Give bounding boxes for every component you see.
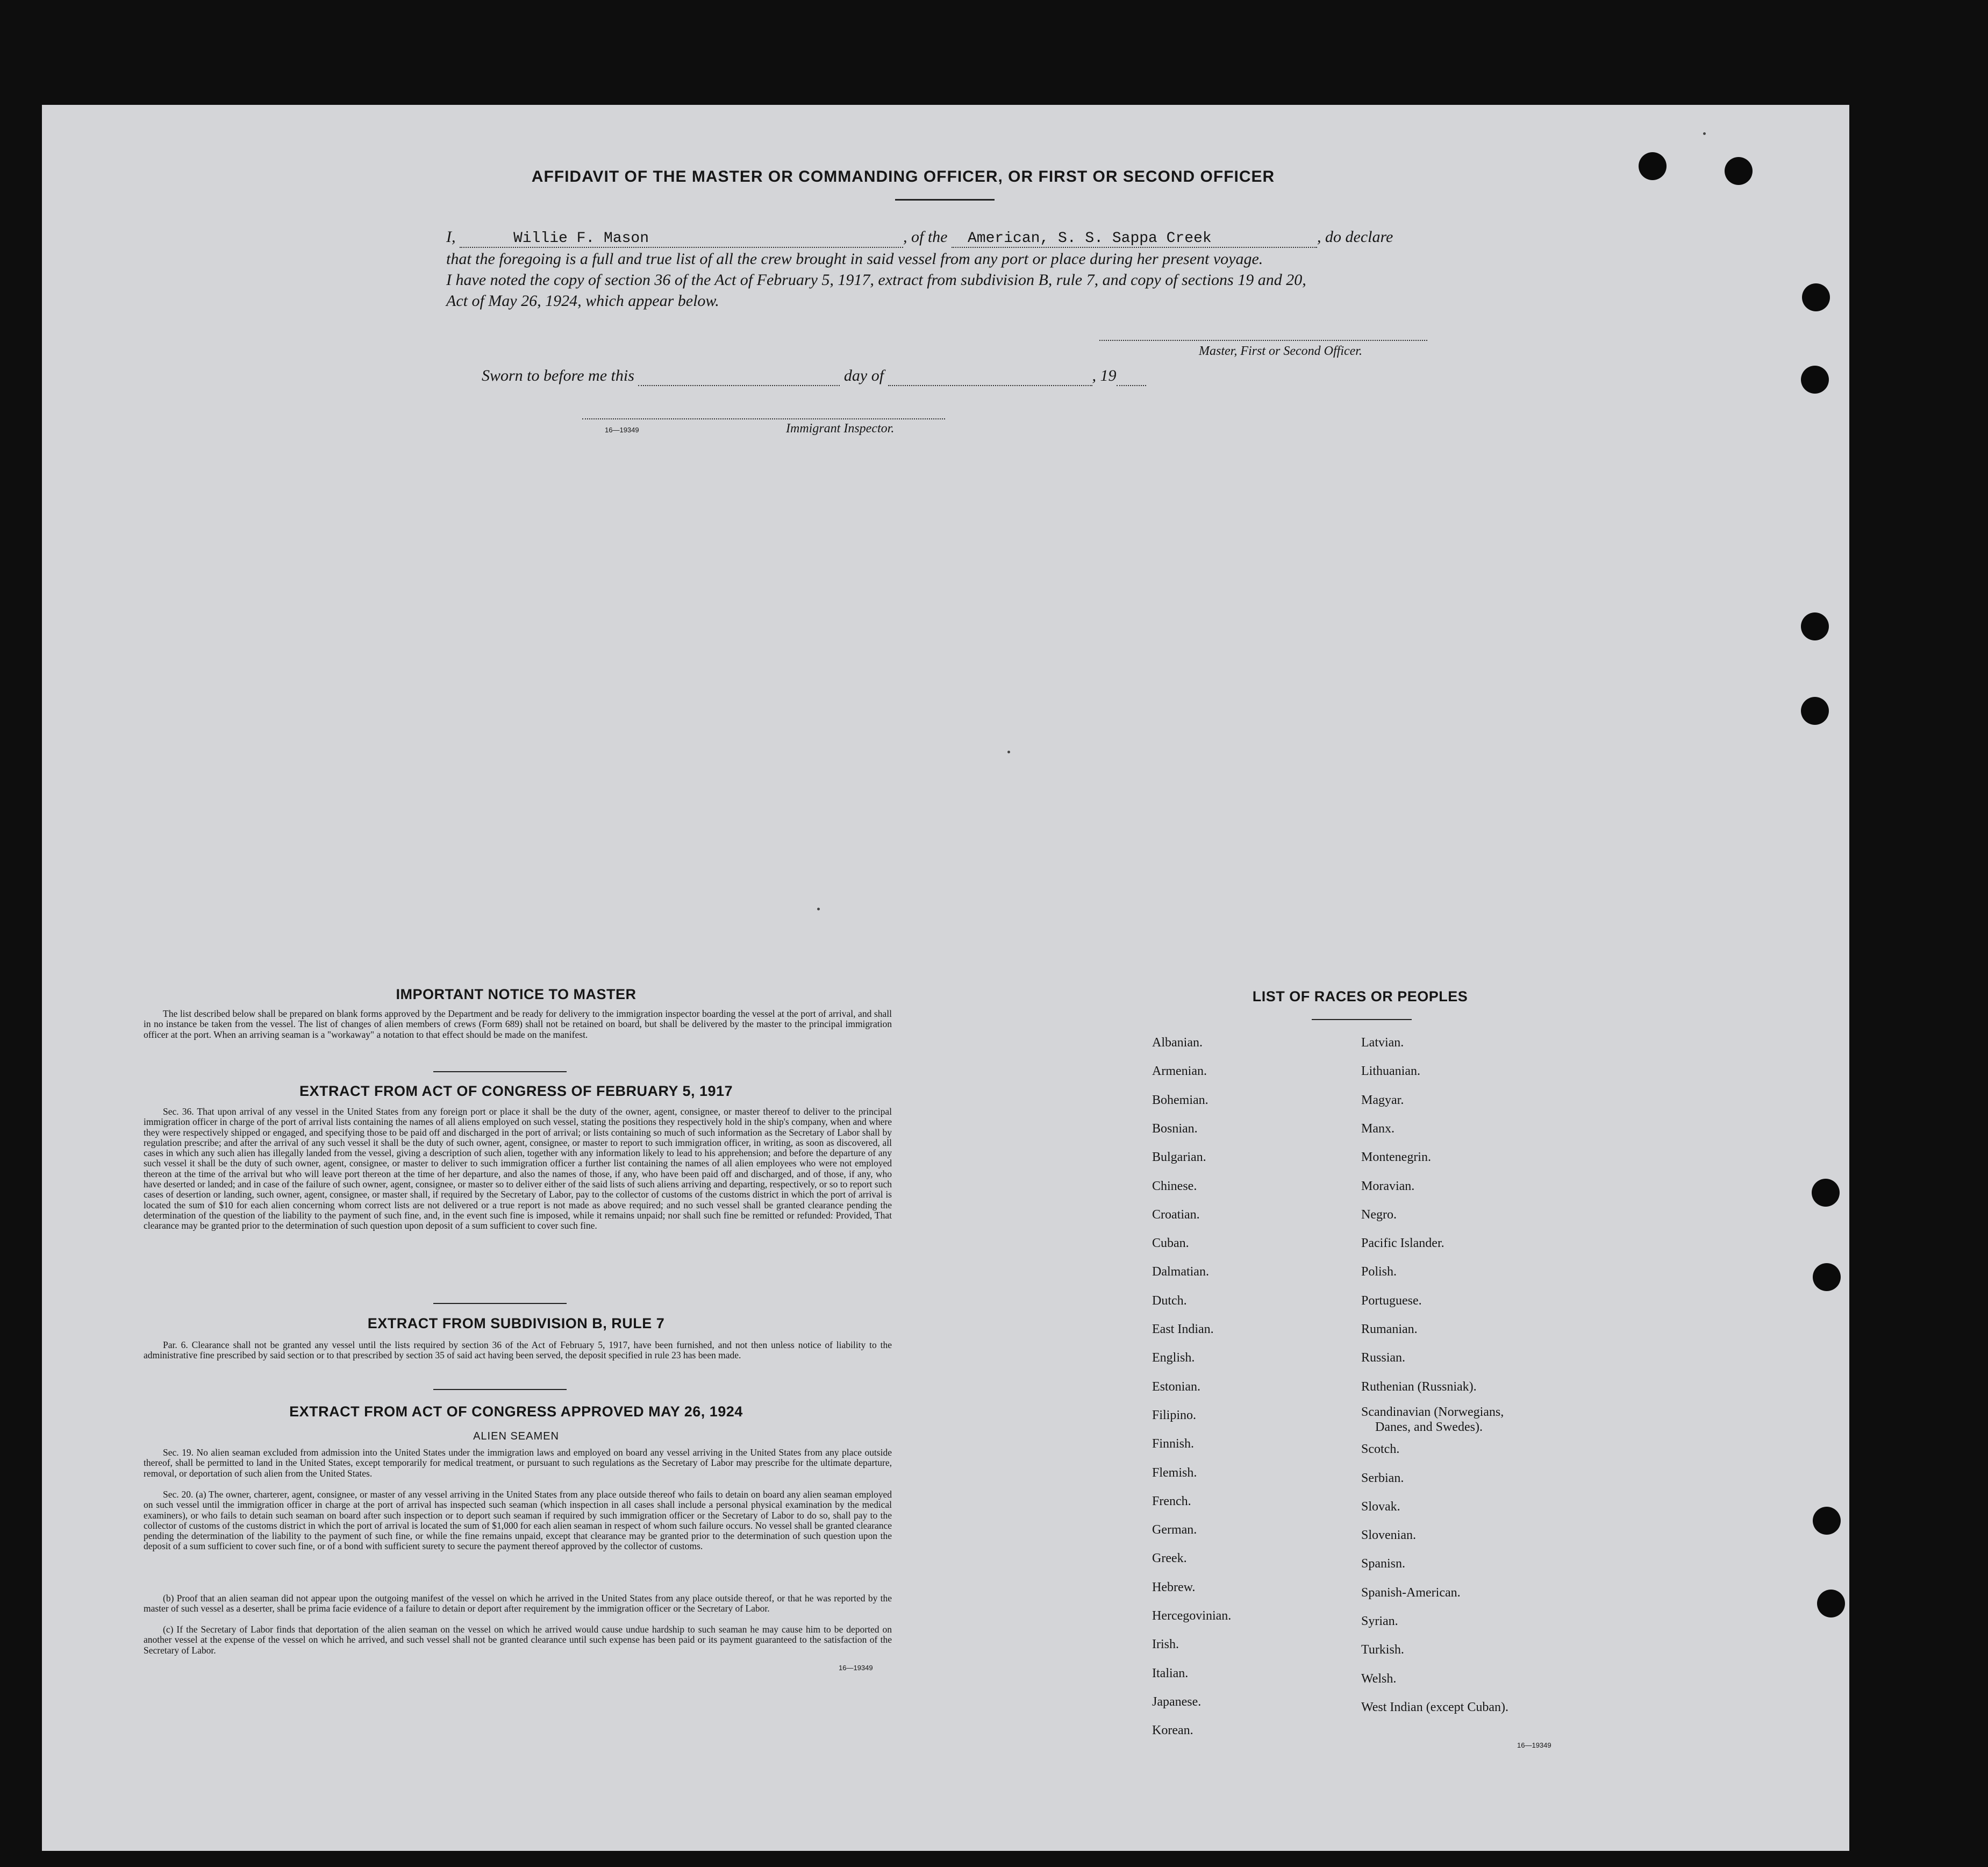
speck bbox=[817, 908, 820, 910]
extract-1917-heading: EXTRACT FROM ACT OF CONGRESS OF FEBRUARY 5, 1917 bbox=[299, 1083, 733, 1099]
extract-1924-heading: EXTRACT FROM ACT OF CONGRESS APPROVED MAY 26, 1924 bbox=[289, 1403, 743, 1420]
race-item: Turkish. bbox=[1361, 1643, 1404, 1657]
alien-seamen-subheading: ALIEN SEAMEN bbox=[473, 1430, 559, 1442]
race-item: Portuguese. bbox=[1361, 1294, 1422, 1308]
punch-hole bbox=[1813, 1507, 1841, 1535]
race-item: Chinese. bbox=[1152, 1179, 1197, 1193]
race-item: Hebrew. bbox=[1152, 1580, 1196, 1594]
affidavit-line-1 bbox=[446, 228, 1446, 248]
race-item: Italian. bbox=[1152, 1666, 1189, 1680]
race-item: Magyar. bbox=[1361, 1093, 1404, 1107]
race-item: Flemish. bbox=[1152, 1466, 1197, 1480]
extract-1917-text: Sec. 36. That upon arrival of any vessel in the United States from any foreign port or place it shall be the duty of the owner, agent, consignee, or master thereof to deliver to the principal immigration officer in charge of the port of arrival lists containing the names of all aliens employed on such vessel, stating the positions they respectively hold in the ship's company, when and where they were respectively shipped or engaged, and specifying those to be paid off and discharged in the port of arrival; or lists containing so much of such information as the Secretary of Labor shall by regulation prescribe; and after the arrival of any such vessel it shall be the duty of such owner, agent, consignee, or master to report to such immigration officer, in writing, as soon as discovered, all cases in which any such alien has illegally landed from the vessel, giving a description of such alien, together with any information likely to lead to his apprehension; and before the departure of any such vessel it shall be the duty of such owner, agent, consignee, or master to deliver to such immigration officer a further list containing the names of all alien employees who were not employed thereon at the time of the arrival but who will leave port thereon at the time of her departure, and also the names of those, if any, who have been paid off and discharged, and of those, if any, who have deserted or landed; and in case of the failure of such owner, agent, consignee, or master so to deliver either of the said lists of such aliens arriving and departing, respectively, or so to report such cases of desertion or landing, such owner, agent, consignee, or master shall, if required by the Secretary of Labor, pay to the collector of customs of the customs district in which the port of arrival is located the sum of $10 for each alien concerning whom correct lists are not delivered or a true report is not made as above required; and no such vessel shall be granted clearance pending the determination of the question of the liability to the payment of such fine, and, in the event such fine is imposed, while it remains unpaid; nor shall such fine be remitted or refunded: Provided, That clearance may be granted prior to the determination of such question upon deposit of a sum sufficient to cover such fine. bbox=[144, 1106, 892, 1231]
race-item: Hercegovinian. bbox=[1152, 1609, 1232, 1623]
race-item: Croatian. bbox=[1152, 1208, 1200, 1222]
race-item: Pacific Islander. bbox=[1361, 1236, 1444, 1250]
race-item: Irish. bbox=[1152, 1637, 1179, 1651]
inspector-signature-line[interactable] bbox=[582, 418, 945, 419]
race-item: Slovenian. bbox=[1361, 1528, 1416, 1542]
race-item: German. bbox=[1152, 1523, 1197, 1537]
race-item: Filipino. bbox=[1152, 1408, 1197, 1422]
race-item: Bohemian. bbox=[1152, 1093, 1208, 1107]
i-label: I, bbox=[446, 228, 456, 246]
race-item: Welsh. bbox=[1361, 1672, 1397, 1686]
punch-hole bbox=[1801, 612, 1829, 640]
affidavit-line-2: that the foregoing is a full and true list of all the crew brought in said vessel from any port or place during her present voyage. bbox=[446, 250, 1263, 268]
speck bbox=[1007, 751, 1010, 753]
sworn-label: Sworn to before me this bbox=[482, 367, 634, 384]
inspector-label: Immigrant Inspector. bbox=[786, 422, 895, 436]
race-item: Moravian. bbox=[1361, 1179, 1415, 1193]
master-name: Willie F. Mason bbox=[513, 230, 649, 247]
race-item: Serbian. bbox=[1361, 1471, 1404, 1485]
race-item: Polish. bbox=[1361, 1265, 1397, 1279]
notice-text: The list described below shall be prepared on blank forms approved by the Department and be ready for delivery to the immigration inspector boarding the vessel at the port of arrival, and shall in no instance be taken from the vessel. The list of changes of alien members of crews (Form 689) shall not be retained on board, but shall be delivered by the master to the principal immigration officer at the port. When an arriving seaman is a "workaway" a notation to that effect should be made on the manifest. bbox=[144, 1008, 892, 1040]
extract-1924-sec20c: (c) If the Secretary of Labor finds that deportation of the alien seaman on the vessel on which he arrived would cause undue hardship to such seaman he may cause him to be deported on another vessel at the expense of the vessel on which he arrived, and such vessel shall not be granted clearance until such expense has been paid or its payment guaranteed to the satisfaction of the Secretary of Labor. bbox=[144, 1624, 892, 1656]
races-title-underline bbox=[1312, 1019, 1412, 1020]
punch-hole bbox=[1813, 1263, 1841, 1291]
sworn-day-blank[interactable] bbox=[638, 367, 840, 386]
extract-1924-sec20b: (b) Proof that an alien seaman did not appear upon the outgoing manifest of the vessel on which he arrived in the United States from any place outside thereof, or that he was reported by the master of such vessel as a deserter, shall be prima facie evidence of a failure to detain or deport after requirement by the immigration officer or the Secretary of Labor. bbox=[144, 1593, 892, 1614]
of-the-label: , of the bbox=[903, 228, 948, 246]
race-item: Scotch. bbox=[1361, 1442, 1400, 1456]
extract-rule7-heading: EXTRACT FROM SUBDIVISION B, RULE 7 bbox=[367, 1315, 665, 1331]
affidavit-line-4: Act of May 26, 1924, which appear below. bbox=[446, 292, 719, 310]
races-title: LIST OF RACES OR PEOPLES bbox=[1252, 988, 1468, 1004]
sworn-year-blank[interactable] bbox=[1117, 367, 1146, 386]
race-item: French. bbox=[1152, 1494, 1191, 1508]
race-item: Spanish-American. bbox=[1361, 1586, 1461, 1600]
race-item: Armenian. bbox=[1152, 1064, 1207, 1078]
race-item: West Indian (except Cuban). bbox=[1361, 1700, 1508, 1714]
race-item: Montenegrin. bbox=[1361, 1150, 1431, 1164]
race-item: Bulgarian. bbox=[1152, 1150, 1206, 1164]
race-item: Slovak. bbox=[1361, 1500, 1400, 1514]
race-item: Manx. bbox=[1361, 1122, 1395, 1136]
race-item: Dalmatian. bbox=[1152, 1265, 1209, 1279]
race-item: Bosnian. bbox=[1152, 1122, 1198, 1136]
race-item: Dutch. bbox=[1152, 1294, 1187, 1308]
affidavit-line-3: I have noted the copy of section 36 of the Act of February 5, 1917, extract from subdivision B, rule 7, and copy of sections 19 and 20, bbox=[446, 271, 1306, 289]
race-item: Greek. bbox=[1152, 1551, 1187, 1565]
affidavit-title: AFFIDAVIT OF THE MASTER OR COMMANDING OFFICER, OR FIRST OR SECOND OFFICER bbox=[531, 168, 1275, 186]
race-item: East Indian. bbox=[1152, 1322, 1214, 1336]
race-item: Scandinavian (Norwegians, bbox=[1361, 1405, 1504, 1419]
vessel-name: American, S. S. Sappa Creek bbox=[968, 230, 1212, 247]
sworn-line bbox=[482, 367, 1146, 386]
race-item: Negro. bbox=[1361, 1208, 1397, 1222]
year-label: , 19 bbox=[1092, 367, 1117, 384]
punch-hole bbox=[1812, 1179, 1840, 1207]
race-item: Finnish. bbox=[1152, 1437, 1195, 1451]
race-item: Cuban. bbox=[1152, 1236, 1189, 1250]
divider bbox=[433, 1303, 567, 1304]
title-underline bbox=[895, 199, 995, 201]
form-number-races: 16—19349 bbox=[1517, 1741, 1551, 1749]
divider bbox=[433, 1071, 567, 1072]
day-of-label: day of bbox=[843, 367, 884, 384]
extract-rule7-text: Par. 6. Clearance shall not be granted any vessel until the lists required by section 36 of the Act of February 5, 1917, have been furnished, and not then unless notice of liability to the administrative fine prescribed by said section or to that prescribed by section 35 of said act having been served, the deposit specified in rule 23 has been made. bbox=[144, 1339, 892, 1361]
race-item: Spanisn. bbox=[1361, 1557, 1406, 1571]
punch-hole bbox=[1801, 697, 1829, 725]
race-item: Syrian. bbox=[1361, 1614, 1398, 1628]
master-signature-line[interactable] bbox=[1099, 340, 1427, 341]
master-signature-label: Master, First or Second Officer. bbox=[1199, 344, 1362, 358]
race-item: Lithuanian. bbox=[1361, 1064, 1420, 1078]
extract-1924-sec20a: Sec. 20. (a) The owner, charterer, agent, consignee, or master of any vessel arriving in the United States from any place outside thereof who fails to detain on board any alien seaman employed on such vessel until the immigration officer in charge at the port of arrival has inspected such seaman (which inspection in all cases shall include a personal physical examination by the medical examiners), or who fails to detain such seaman on board after such inspection or to deport such seaman if required by such immigration officer or the Secretary of Labor to do so, shall pay to the collector of customs of the customs district in which the port of arrival is located the sum of $1,000 for each alien seaman in respect of whom such failure occurs. No vessel shall be granted clearance pending the determination of the liability to the payment of such fine, or while the fine remains unpaid, except that clearance may be granted prior to the determination of such question upon the deposit of a sum sufficient to cover such fine, or of a bond with sufficient surety to secure the payment thereof approved by the collector of customs. bbox=[144, 1489, 892, 1552]
vessel-blank[interactable] bbox=[952, 228, 1317, 248]
race-item: Estonian. bbox=[1152, 1380, 1200, 1394]
race-item: Danes, and Swedes). bbox=[1375, 1420, 1483, 1434]
punch-hole bbox=[1801, 366, 1829, 394]
form-number-middle: 16—19349 bbox=[839, 1664, 873, 1672]
extract-1924-sec19: Sec. 19. No alien seaman excluded from admission into the United States under the immigration laws and employed on board any vessel arriving in the United States from any place outside thereof, shall be permitted to land in the United States, except temporarily for medical treatment, or pursuant to such regulations as the Secretary of Labor may prescribe for the ultimate departure, removal, or deportation of such alien from the United States. bbox=[144, 1447, 892, 1479]
punch-hole bbox=[1802, 283, 1830, 311]
race-item: Korean. bbox=[1152, 1723, 1193, 1737]
divider bbox=[433, 1389, 567, 1390]
notice-heading: IMPORTANT NOTICE TO MASTER bbox=[396, 986, 637, 1002]
race-item: Ruthenian (Russniak). bbox=[1361, 1380, 1477, 1394]
speck bbox=[1703, 132, 1706, 135]
race-item: Albanian. bbox=[1152, 1036, 1203, 1050]
form-number-top: 16—19349 bbox=[605, 426, 639, 434]
master-name-blank[interactable] bbox=[460, 228, 903, 248]
race-item: Latvian. bbox=[1361, 1036, 1404, 1050]
do-declare-label: , do declare bbox=[1317, 228, 1393, 246]
race-item: English. bbox=[1152, 1351, 1195, 1365]
punch-hole bbox=[1817, 1590, 1845, 1617]
sworn-month-blank[interactable] bbox=[888, 367, 1092, 386]
race-item: Japanese. bbox=[1152, 1695, 1202, 1709]
race-item: Russian. bbox=[1361, 1351, 1406, 1365]
race-item: Rumanian. bbox=[1361, 1322, 1418, 1336]
